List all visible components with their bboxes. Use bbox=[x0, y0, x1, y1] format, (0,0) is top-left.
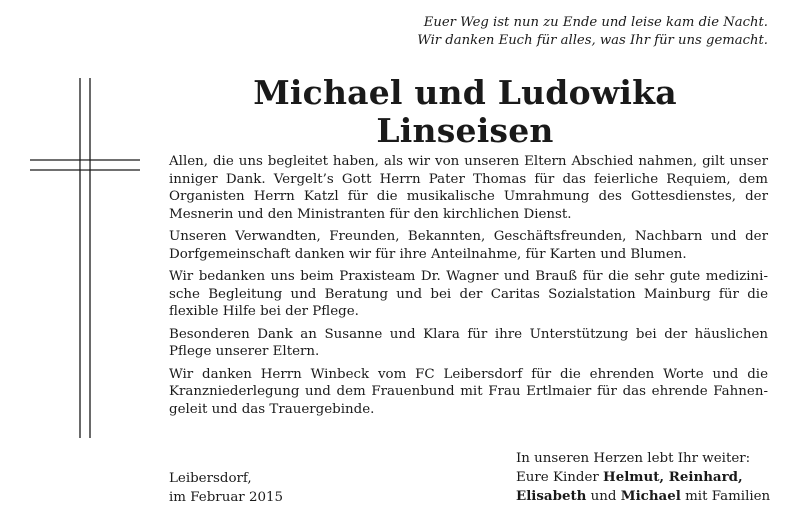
paragraph-2: Unseren Verwandten, Freunden, Bekannten, Geschäftsfreunden, Nachbarn und der Dorfgemeinschaft danken wir für ihre Anteilnahme, für Karten und Blumen. bbox=[169, 229, 768, 262]
place: Leibersdorf, bbox=[169, 471, 252, 486]
kids-and: und bbox=[586, 489, 621, 505]
children-line-1 bbox=[516, 468, 770, 487]
kids-name-4: Michael bbox=[620, 488, 681, 505]
cross-icon bbox=[30, 78, 140, 438]
motto-line-2: Wir danken Euch für alles, was Ihr für uns gemacht. bbox=[417, 33, 768, 48]
paragraph-4: Besonderen Dank an Susanne und Klara für ihre Unterstützung bei der häuslichen Pflege unserer Eltern. bbox=[169, 326, 768, 360]
title-line-1: Michael und Ludowika bbox=[253, 73, 677, 112]
children-line-2 bbox=[516, 487, 770, 506]
motto-verse bbox=[417, 14, 768, 50]
kids-suffix: mit Familien bbox=[680, 489, 771, 505]
kids-prefix: Eure Kinder bbox=[516, 470, 604, 486]
date: im Februar 2015 bbox=[169, 490, 284, 505]
kids-name-3: Elisabeth bbox=[516, 488, 587, 505]
title-line-2: Linseisen bbox=[376, 111, 554, 150]
paragraph-5: Wir danken Herrn Winbeck vom FC Leibersdorf für die ehrenden Worte und die Kranzniederlegung und dem Frauenbund mit Frau Ertlmaier für das ehrende Fahnengeleit und das Trauergebinde. bbox=[169, 366, 768, 417]
deceased-names bbox=[160, 74, 770, 150]
closing-line: In unseren Herzen lebt Ihr weiter: bbox=[516, 451, 751, 466]
paragraph-1: Allen, die uns begleitet haben, als wir von unseren Eltern Abschied nahmen, gilt unser inniger Dank. Vergelt’s Gott Herrn Pater Thomas für das feierliche Requiem, dem Organisten Herrn Katzl für die musikalische Umrahmung des Gottesdienstes, der Mesnerin und den Ministranten für den kirchlichen Dienst. bbox=[169, 154, 768, 222]
paragraph-3: Wir bedanken uns beim Praxisteam Dr. Wagner und Brauß für die sehr gute medizinische Begleitung und Beratung und bei der Caritas Sozialstation Mainburg für die flexible Hilfe bei der Pflege. bbox=[169, 269, 768, 320]
kids-names-1: Helmut, Reinhard, bbox=[603, 469, 743, 486]
place-date bbox=[169, 469, 283, 507]
signature-block bbox=[516, 449, 770, 507]
thank-you-text bbox=[169, 153, 768, 423]
motto-line-1: Euer Weg ist nun zu Ende und leise kam die Nacht. bbox=[423, 15, 768, 30]
